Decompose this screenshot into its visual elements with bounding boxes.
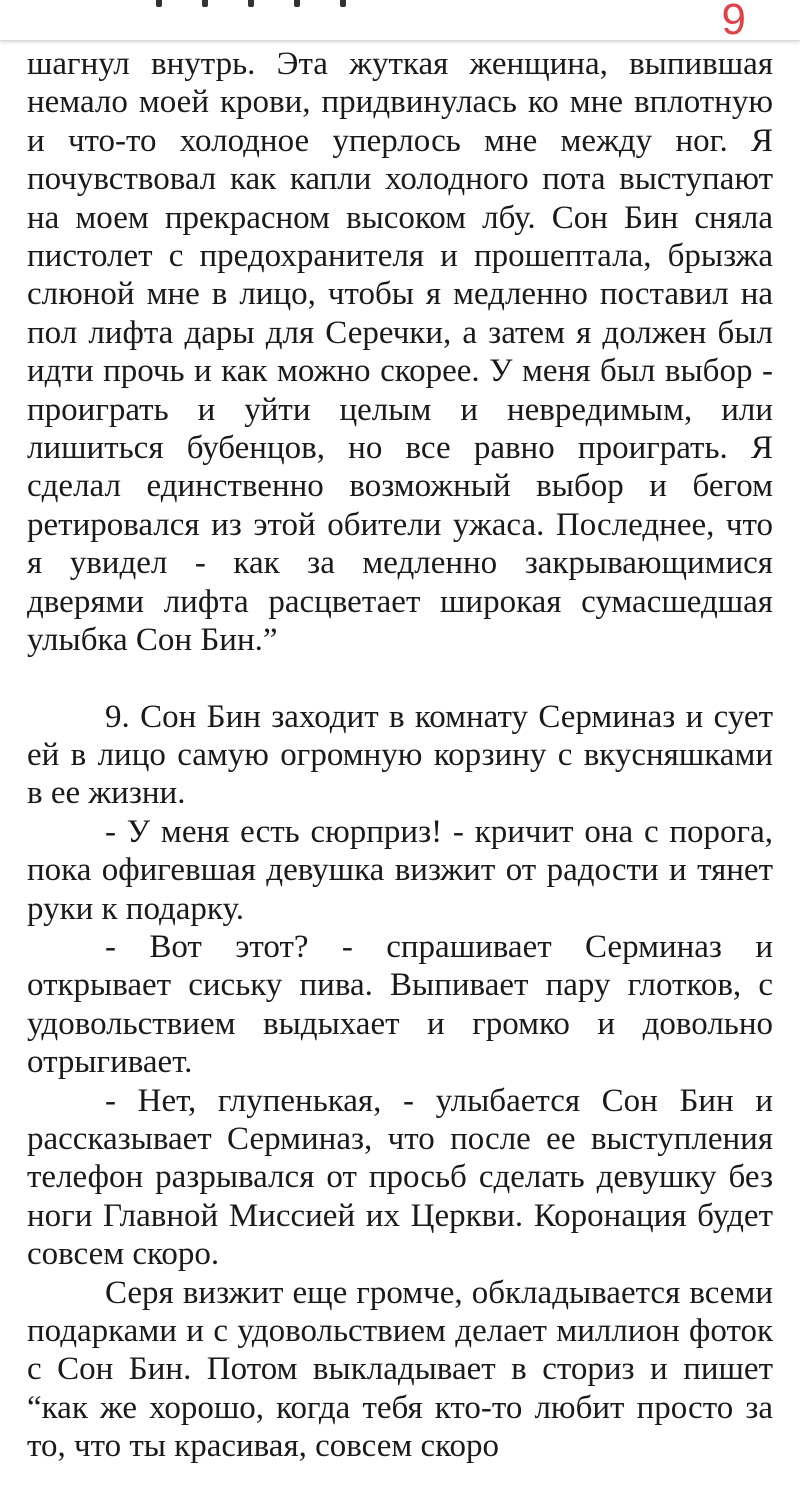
top-bar bbox=[0, 0, 800, 41]
cut-off-header-text bbox=[156, 0, 386, 6]
paragraph-dialogue-1: - У меня есть сюрприз! - кричит она с порога, пока офигевшая девушка визжит от радости и тянет руки к подарку. bbox=[27, 813, 773, 927]
paragraph-continued: шагнул внутрь. Эта жуткая женщина, выпившая немало моей крови, придвинулась ко мне вплотную и что-то холодное уперлось мне между ног. Я почувствовал как капли холодного пота выступают на моем прекрасном высоком лбу. Сон Бин сняла пистолет с предохранителя и прошептала, брызжа слюной мне в лицо, чтобы я медленно поставил на пол лифта дары для Серечки, а затем я должен был идти прочь и как можно скорее. У меня был выбор - проиграть и уйти целым и невредимым, или лишиться бубенцов, но все равно проиграть. Я сделал единственно возможный выбор и бегом ретировался из этой обители ужаса. Последнее, что я увидел - как за медленно закрывающимися дверями лифта расцветает широкая сумасшедшая улыбка Сон Бин.” bbox=[27, 46, 773, 659]
text-body bbox=[27, 45, 773, 1466]
paragraph-item-9: 9. Сон Бин заходит в комнату Серминаз и сует ей в лицо самую огромную корзину с вкусняшками в ее жизни. bbox=[27, 698, 773, 812]
paragraph-narration: Серя визжит еще громче, обкладывается всеми подарками и с удовольствием делает миллион фоток с Сон Бин. Потом выкладывает в сториз и пишет “как же хорошо, когда тебя кто-то любит просто за то, что ты красивая, совсем скоро bbox=[27, 1274, 773, 1465]
page-number: 9 bbox=[721, 0, 746, 44]
paragraph-dialogue-2: - Вот этот? - спрашивает Серминаз и открывает сиську пива. Выпивает пару глотков, с удовольствием выдыхает и громко и довольно отрыгивает. bbox=[27, 928, 773, 1081]
paragraph-dialogue-3: - Нет, глупенькая, - улыбается Сон Бин и рассказывает Серминаз, что после ее выступления телефон разрывался от просьб сделать девушку без ноги Главной Миссией их Церкви. Коронация будет совсем скоро. bbox=[27, 1082, 773, 1273]
